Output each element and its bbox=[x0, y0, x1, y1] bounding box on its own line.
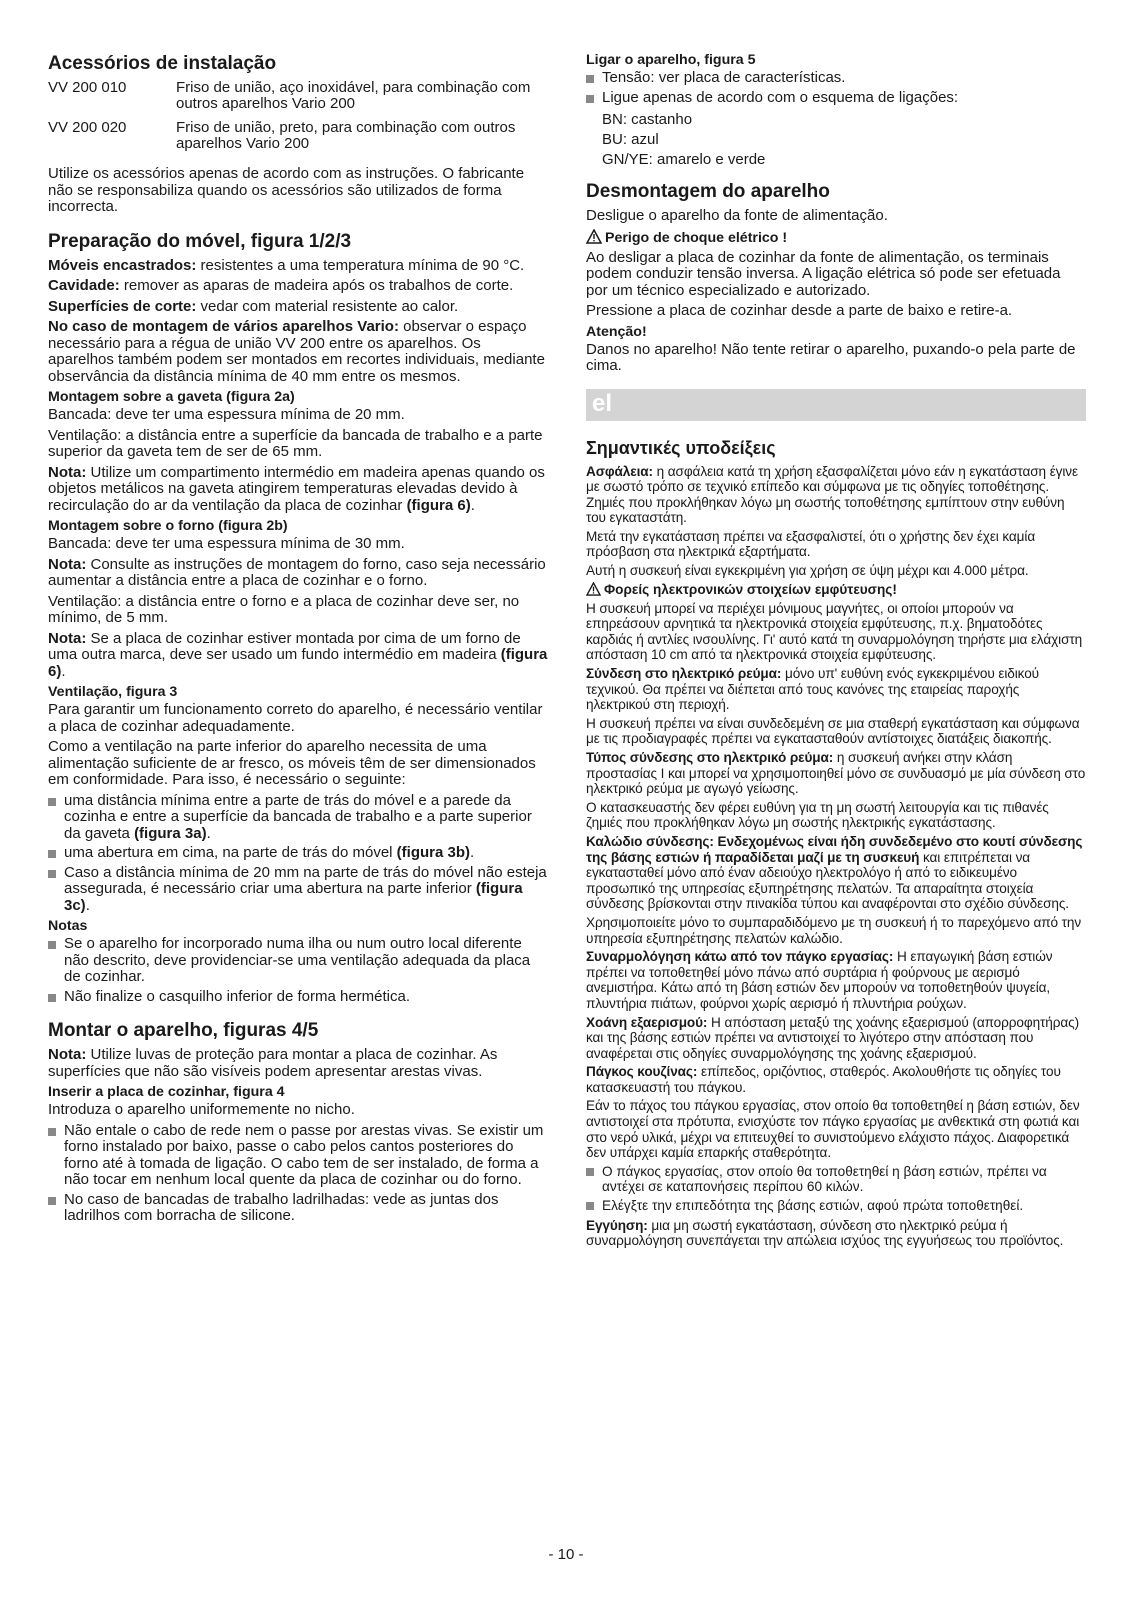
text: remover as aparas de madeira após os trabalhos de corte. bbox=[119, 277, 514, 294]
paragraph bbox=[586, 750, 1086, 797]
text: Ο πάγκος εργασίας, στον οποίο θα τοποθετηθεί η βάση εστιών, πρέπει να αντέχει σε καταπονήσεις περίπου 60 κιλών. bbox=[602, 1163, 1047, 1195]
note-paragraph bbox=[48, 1047, 548, 1080]
bold-label: Χοάνη εξαερισμού: bbox=[586, 1014, 708, 1030]
paragraph: Μετά την εγκατάσταση πρέπει να εξασφαλιστεί, ότι ο χρήστης δεν έχει καμία πρόσβαση στα ηλεκτρικά εξαρτήματα. bbox=[586, 528, 1036, 560]
paragraph bbox=[48, 258, 548, 275]
wire-color-item: GN/YE: amarelo e verde bbox=[602, 151, 766, 168]
paragraph: Bancada: deve ter uma espessura mínima de 20 mm. bbox=[48, 406, 405, 423]
language-bar bbox=[586, 389, 1086, 421]
paragraph: Pressione a placa de cozinhar desde a parte de baixo e retire-a. bbox=[586, 302, 1013, 319]
accessories-note: Utilize os acessórios apenas de acordo com as instruções. O fabricante não se responsabiliza quando os acessórios são utilizados de forma incorrecta. bbox=[48, 165, 525, 215]
list-item bbox=[48, 865, 548, 915]
list-item bbox=[48, 1123, 548, 1189]
language-code: el bbox=[592, 389, 613, 417]
figure-ref: (figura 6) bbox=[406, 496, 471, 514]
bold-label: Nota: bbox=[48, 629, 87, 647]
heading-mount: Montar o aparelho, figuras 4/5 bbox=[48, 1020, 319, 1041]
paragraph: Αυτή η συσκευή είναι εγκεκριμένη για χρήση σε ύψη μέχρι και 4.000 μέτρα. bbox=[586, 563, 1029, 579]
square-bullet-icon bbox=[48, 1197, 56, 1205]
square-bullet-icon bbox=[48, 850, 56, 858]
heading-greek: Σημαντικές υποδείξεις bbox=[586, 437, 776, 458]
text: uma abertura em cima, na parte de trás do móvel bbox=[64, 844, 397, 861]
bold-label: Móveis encastrados: bbox=[48, 256, 197, 274]
subheading-drawer: Montagem sobre a gaveta (figura 2a) bbox=[48, 389, 295, 405]
page-number: - 10 - bbox=[548, 1546, 584, 1563]
notes-list bbox=[48, 936, 548, 1005]
paragraph: Εάν το πάχος του πάγκου εργασίας, στον οποίο θα τοποθετηθεί η βάση εστιών, δεν αντιστοιχεί στα πρότυπα, ενισχύστε τον πάγκο εργασίας με ανθεκτικά στη φωτιά και στο νερό υλικά, μέχρι να επιτευχθεί το συνιστούμενο ελάχιστο πάχος. Διαφορετικά δεν υπάρχει καμία επαρκής σταθερότητα. bbox=[586, 1098, 1080, 1161]
warning-text: Φορείς ηλεκτρονικών στοιχείων εμφύτευσης! bbox=[604, 581, 897, 597]
list-item bbox=[48, 989, 548, 1006]
figure-ref: (figura 3a) bbox=[134, 824, 207, 842]
ventilation-list bbox=[48, 793, 548, 915]
accessories-table bbox=[48, 80, 548, 152]
paragraph: Ο κατασκευαστής δεν φέρει ευθύνη για τη μη σωστή λειτουργία και τις πιθανές ζημιές που προκλήθηκαν λόγω μη σωστής ηλεκτρικής εγκατάστασης. bbox=[586, 799, 1049, 831]
text: Caso a distância mínima de 20 mm na parte de trás do móvel não esteja assegurada, é necessário criar uma abertura na parte inferior bbox=[64, 863, 547, 897]
text: . bbox=[470, 496, 475, 514]
square-bullet-icon bbox=[586, 95, 594, 103]
list-item bbox=[48, 793, 548, 843]
text: Η επαγωγική βάση εστιών πρέπει να τοποθετηθεί μόνο πάνω από συρτάρια ή φούρνους με αερισμό ανεμιστήρα. Κάτω από τη βάση εστιών δεν μπορούν να τοποθετηθούν ψυγεία, πλυντήρια πιάτων, φούρνοι χωρίς αερισμό ή πλυντήρια ρούχων. bbox=[586, 949, 1053, 1011]
subheading-attention: Atenção! bbox=[586, 323, 647, 340]
warning-triangle-icon bbox=[586, 582, 601, 600]
accessory-description: Friso de união, aço inoxidável, para combinação com outros aparelhos Vario 200 bbox=[176, 79, 531, 112]
bold-label: Superfícies de corte: bbox=[48, 297, 197, 315]
square-bullet-icon bbox=[48, 1128, 56, 1136]
bold-label: Nota: bbox=[48, 555, 87, 573]
paragraph bbox=[586, 666, 1086, 713]
heading-preparation: Preparação do móvel, figura 1/2/3 bbox=[48, 230, 352, 252]
paragraph: Ao desligar a placa de cozinhar da fonte de alimentação, os terminais podem conduzir tensão inversa. A ligação elétrica só pode ser efetuada por um técnico especializado e autorizado. bbox=[586, 248, 1061, 299]
list-item bbox=[586, 90, 1086, 107]
list-item bbox=[586, 70, 1086, 87]
subheading-oven: Montagem sobre o forno (figura 2b) bbox=[48, 518, 288, 534]
bold-label: No caso de montagem de vários aparelhos Vario: bbox=[48, 318, 399, 335]
square-bullet-icon bbox=[586, 1202, 594, 1210]
bold-label: Cavidade: bbox=[48, 277, 120, 294]
note-paragraph bbox=[48, 465, 548, 515]
square-bullet-icon bbox=[586, 1168, 594, 1176]
text: . bbox=[470, 844, 475, 861]
square-bullet-icon bbox=[48, 870, 56, 878]
wire-color-item: BU: azul bbox=[602, 131, 659, 148]
text: Η απόσταση μεταξύ της χοάνης εξαερισμού (απορροφητήρας) και της βάσης εστιών πρέπει να αντιστοιχεί το λιγότερο στην απόσταση που αναφέρεται στις οδηγίες συναρμολόγησης της χοάνης εξαερισμού. bbox=[586, 1014, 1080, 1061]
text: η συσκευή ανήκει στην κλάση προστασίας I και μπορεί να χρησιμοποιηθεί μόνο σε συνδυασμό με μία σύνδεση στο ηλεκτρικό ρεύμα με αγωγό γείωσης. bbox=[586, 750, 1086, 797]
text: Se a placa de cozinhar estiver montada por cima de um forno de uma outra marca, deve ser usado um fundo intermédio em madeira bbox=[48, 629, 521, 663]
wire-colors bbox=[602, 110, 1086, 170]
paragraph: Χρησιμοποιείτε μόνο το συμπαραδιδόμενο με τη συσκευή ή το παρεχόμενο από την υπηρεσία εξυπηρέτησης πελατών καλώδιο. bbox=[586, 914, 1082, 946]
subheading-notes: Notas bbox=[48, 918, 88, 934]
accessory-row bbox=[48, 80, 548, 112]
warning-heading bbox=[586, 229, 1086, 249]
text: Ελέγξτε την επιπεδότητα της βάσης εστιών, αφού πρώτα τοποθετηθεί. bbox=[602, 1198, 1024, 1214]
list-item bbox=[48, 845, 548, 862]
paragraph bbox=[586, 464, 1086, 526]
text: . bbox=[61, 662, 66, 680]
greek-list bbox=[586, 1164, 1086, 1214]
paragraph: Para garantir um funcionamento correto do aparelho, é necessário ventilar a placa de cozinhar adequadamente. bbox=[48, 701, 543, 735]
warning-heading bbox=[586, 582, 1086, 600]
square-bullet-icon bbox=[48, 798, 56, 806]
paragraph: Danos no aparelho! Não tente retirar o aparelho, puxando-o pela parte de cima. bbox=[586, 340, 1076, 374]
paragraph: Bancada: deve ter uma espessura mínima de 30 mm. bbox=[48, 535, 405, 552]
paragraph: Introduza o aparelho uniformemente no nicho. bbox=[48, 1101, 355, 1118]
accessory-code: VV 200 020 bbox=[48, 119, 127, 136]
paragraph bbox=[48, 319, 548, 385]
text: vedar com material resistente ao calor. bbox=[196, 297, 459, 315]
bold-label: Nota: bbox=[48, 463, 87, 481]
paragraph bbox=[48, 278, 548, 295]
list-item bbox=[586, 1164, 1086, 1195]
paragraph: Ventilação: a distância entre a superfície da bancada de trabalho e a parte superior da gaveta tem de ser de 65 mm. bbox=[48, 426, 543, 460]
text: . bbox=[85, 896, 90, 914]
insert-list bbox=[48, 1123, 548, 1225]
square-bullet-icon bbox=[586, 75, 594, 83]
text: επίπεδος, οριζόντιος, σταθερός. Ακολουθήστε τις οδηγίες του κατασκευαστή του πάγκου. bbox=[586, 1064, 1061, 1095]
left-column bbox=[48, 52, 548, 1229]
bold-label: Καλώδιο σύνδεσης: Ενδεχομένως είναι ήδη συνδεδεμένο στο κουτί σύνδεσης της βάσης εστιών ή παραδίδεται μαζί με τη συσκευή bbox=[586, 833, 1083, 865]
bold-label: Nota: bbox=[48, 1046, 87, 1063]
bold-label: Εγγύηση: bbox=[586, 1217, 648, 1233]
paragraph: Ventilação: a distância entre o forno e a placa de cozinhar deve ser, no mínimo, de 5 mm. bbox=[48, 592, 520, 626]
figure-ref: (figura 6) bbox=[48, 646, 548, 680]
accessory-code: VV 200 010 bbox=[48, 79, 127, 96]
paragraph bbox=[48, 299, 548, 316]
bold-label: Πάγκος κουζίνας: bbox=[586, 1064, 698, 1080]
text: Utilize luvas de proteção para montar a placa de cozinhar. As superfícies que não são visíveis podem apresentar arestas vivas. bbox=[48, 1046, 498, 1080]
subheading-ventilation: Ventilação, figura 3 bbox=[48, 684, 178, 700]
paragraph: Η συσκευή μπορεί να περιέχει μόνιμους μαγνήτες, οι οποίοι μπορούν να επηρεάσουν αρνητικά τα ηλεκτρονικά στοιχεία εμφύτευσης, π.χ. βηματοδότες καρδιάς ή αντλίες ινσουλίνης. Γι' αυτό κατά τη συναρμολόγηση τηρήστε μια ελάχιστη απόσταση 10 cm από τα ηλεκτρονικά στοιχεία εμφύτευσης. bbox=[586, 600, 1083, 663]
figure-ref: (figura 3c) bbox=[64, 880, 523, 914]
wire-color-item: BN: castanho bbox=[602, 111, 693, 128]
warning-triangle-icon bbox=[586, 229, 602, 249]
text: μόνο υπ' ευθύνη ενός εγκεκριμένου ειδικού τεχνικού. Θα πρέπει να διέπεται από τους κανόνες της εταιρείας παροχής ηλεκτρικού στη περιοχή. bbox=[586, 666, 1039, 713]
warning-text: Perigo de choque elétrico ! bbox=[605, 229, 788, 246]
text: Não entale o cabo de rede nem o passe por arestas vivas. Se existir um forno instalado por baixo, passe o cabo pelos cantos posteriores do forno até à tomada de ligação. O cabo tem de ser instalado, de forma a não tocar em nenhum local quente da placa de cozinhar ou do forno. bbox=[64, 1121, 544, 1188]
paragraph bbox=[586, 1218, 1086, 1249]
heading-accessories: Acessórios de instalação bbox=[48, 53, 277, 74]
heading-dismantle: Desmontagem do aparelho bbox=[586, 181, 830, 202]
text: resistentes a uma temperatura mínima de 90 °C. bbox=[196, 256, 525, 274]
text: και επιτρέπεται να εγκατασταθεί μόνο από έναν αδειούχο ηλεκτρολόγο ή από το ειδικευμένο προσωπικό της υπηρεσίας εξυπηρέτησης πελατών. Τα απαραίτητα στοιχεία σύνδεσης βρίσκονται στην πινακίδα τύπου και αναφέρονται στο σχέδιο σύνδεσης. bbox=[586, 849, 1069, 912]
subheading-insert: Inserir a placa de cozinhar, figura 4 bbox=[48, 1084, 285, 1100]
bold-label: Σύνδεση στο ηλεκτρικό ρεύμα: bbox=[586, 666, 782, 682]
subheading-connect: Ligar o aparelho, figura 5 bbox=[586, 52, 756, 68]
paragraph: Como a ventilação na parte inferior do aparelho necessita de uma alimentação suficiente de ar fresco, os móveis têm de ser dimensionados em conformidade. Para isso, é necessário o seguinte: bbox=[48, 738, 536, 788]
text: uma distância mínima entre a parte de trás do móvel e a parede da cozinha e entre a superfície da bancada de trabalho e a parte superior da gaveta bbox=[64, 791, 532, 842]
list-item bbox=[48, 936, 548, 986]
right-column bbox=[586, 52, 1086, 1252]
accessory-row bbox=[48, 120, 548, 152]
paragraph: Desligue o aparelho da fonte de alimentação. bbox=[586, 207, 888, 224]
note-paragraph bbox=[48, 631, 548, 681]
bold-label: Τύπος σύνδεσης στο ηλεκτρικό ρεύμα: bbox=[586, 750, 834, 765]
figure-ref: (figura 3b) bbox=[396, 844, 471, 861]
square-bullet-icon bbox=[48, 941, 56, 949]
text: Ligue apenas de acordo com o esquema de ligações: bbox=[602, 88, 959, 106]
text: . bbox=[206, 824, 211, 842]
list-item bbox=[48, 1192, 548, 1225]
paragraph bbox=[586, 1064, 1086, 1095]
bold-label: Συναρμολόγηση κάτω από τον πάγκο εργασίας: bbox=[586, 949, 894, 965]
text: No caso de bancadas de trabalho ladrilhadas: vede as juntas dos ladrilhos com borracha de silicone. bbox=[64, 1190, 499, 1224]
text: observar o espaço necessário para a régua de união VV 200 entre os aparelhos. Os aparelhos também podem ser montados em recortes individuais, mediante observância da distância mínima de 40 mm entre os mesmos. bbox=[48, 318, 545, 385]
paragraph bbox=[586, 1015, 1086, 1062]
bold-label: Ασφάλεια: bbox=[586, 463, 653, 479]
square-bullet-icon bbox=[48, 994, 56, 1002]
paragraph bbox=[586, 834, 1086, 912]
text: Tensão: ver placa de características. bbox=[602, 69, 846, 86]
note-paragraph bbox=[48, 557, 548, 590]
paragraph: Η συσκευή πρέπει να είναι συνδεδεμένη σε μια σταθερή εγκατάσταση και σύμφωνα με τις προδιαγραφές πρέπει να εγκατασταθούν αντίστοιχες διατάξεις διακοπής. bbox=[586, 715, 1080, 747]
paragraph bbox=[586, 949, 1086, 1011]
connect-list bbox=[586, 70, 1086, 106]
accessory-description: Friso de união, preto, para combinação com outros aparelhos Vario 200 bbox=[176, 119, 516, 152]
text: μια μη σωστή εγκατάσταση, σύνδεση στο ηλεκτρικό ρεύμα ή συναρμολόγηση συνεπάγεται την απώλεια ισχύος της εγγυήσεως του προϊόντος. bbox=[586, 1217, 1064, 1249]
text: Consulte as instruções de montagem do forno, caso seja necessário aumentar a distância entre a placa de cozinhar e o forno. bbox=[48, 555, 546, 589]
text: Utilize um compartimento intermédio em madeira apenas quando os objetos metálicos na gaveta atingirem temperaturas elevadas devido à recirculação do ar da ventilação da placa de cozinhar bbox=[48, 463, 545, 514]
text: η ασφάλεια κατά τη χρήση εξασφαλίζεται μόνο εάν η εγκατάσταση έγινε με σωστό τρόπο σε τεχνικό επίπεδο και σύμφωνα με τις οδηγίες τοποθέτησης. Ζημιές που προκλήθηκαν λόγω μη σωστής τοποθέτησης εμπίπτουν στην ευθύνη του εγκαταστάτη. bbox=[586, 463, 1078, 526]
greek-section bbox=[586, 437, 1086, 1249]
text: Se o aparelho for incorporado numa ilha ou num outro local diferente não descrito, deve providenciar-se uma ventilação adequada da placa de cozinhar. bbox=[64, 935, 531, 985]
text: Não finalize o casquilho inferior de forma hermética. bbox=[64, 987, 411, 1005]
list-item bbox=[586, 1198, 1086, 1214]
